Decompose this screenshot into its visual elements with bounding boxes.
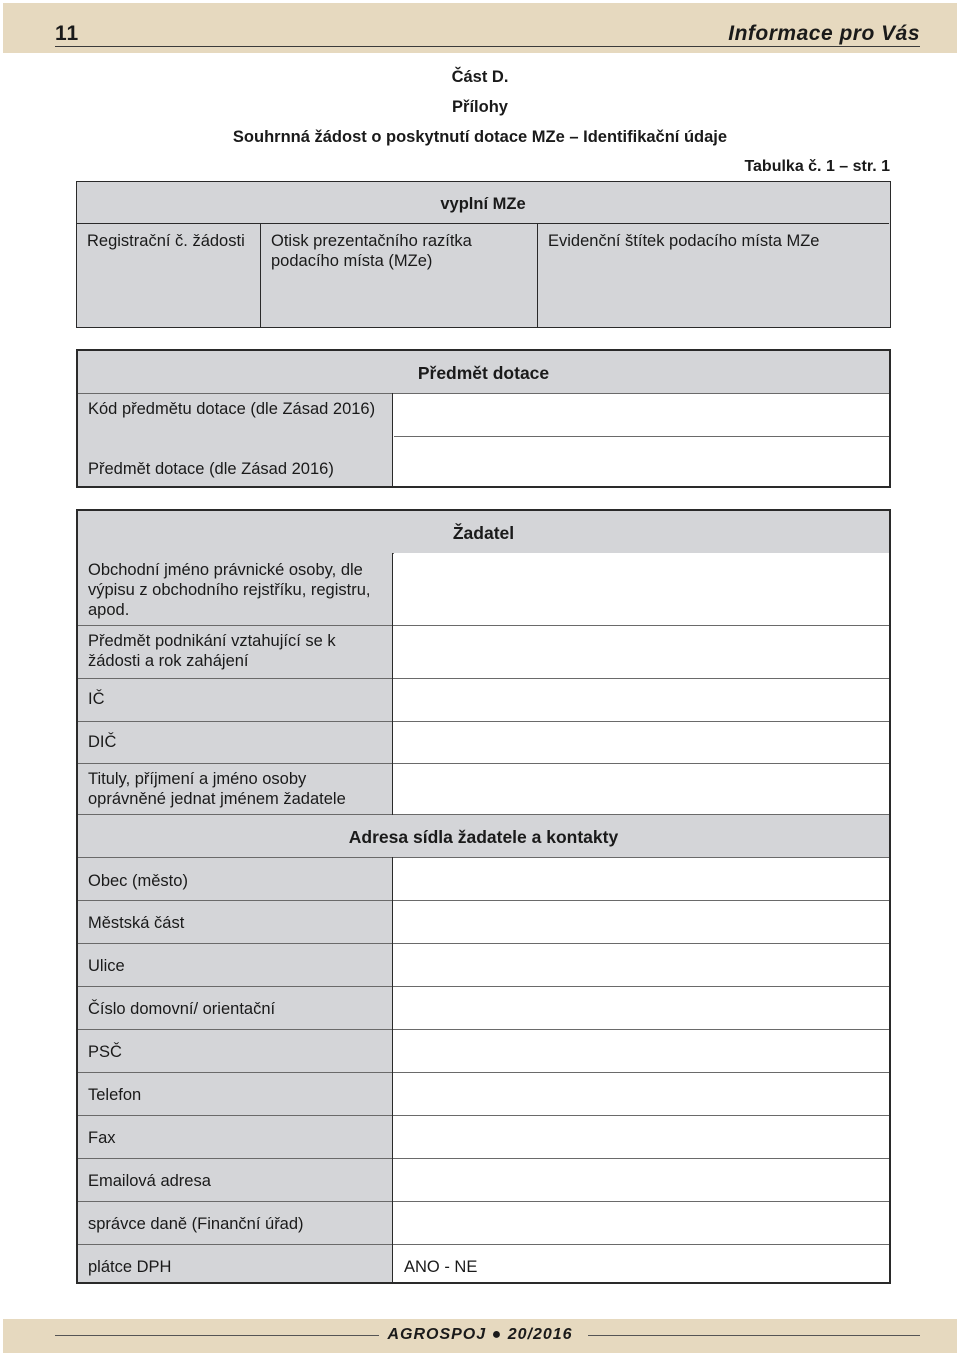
- address-row-value[interactable]: [394, 987, 889, 1029]
- applicant-header: Žadatel: [78, 511, 889, 553]
- address-row-label: plátce DPH: [78, 1245, 392, 1282]
- subject-value[interactable]: [394, 437, 889, 486]
- subject-code-label: Kód předmětu dotace (dle Zásad 2016): [78, 393, 392, 439]
- address-row-label: Emailová adresa: [78, 1159, 392, 1201]
- ic-label: IČ: [78, 679, 392, 721]
- company-name-label: Obchodní jméno právnické osoby, dle výpisu z obchodního rejstříku, registru, apod.: [78, 553, 392, 625]
- address-row-value[interactable]: [394, 1159, 889, 1201]
- part-title: Část D.: [451, 68, 509, 86]
- label-field[interactable]: Evidenční štítek podacího místa MZe: [548, 232, 820, 250]
- subject-code-value[interactable]: [394, 393, 889, 436]
- address-row-value[interactable]: [394, 1116, 889, 1158]
- address-row-label: správce daně (Finanční úřad): [78, 1202, 392, 1244]
- address-row-value[interactable]: [394, 1073, 889, 1115]
- page-number: 11: [55, 22, 80, 45]
- address-row-label: Obec (město): [78, 858, 392, 900]
- business-subject-label: Předmět podnikání vztahující se k žádosti a rok zahájení: [78, 626, 392, 678]
- attachments-title: Přílohy: [452, 98, 508, 116]
- address-row-value[interactable]: ANO - NE: [394, 1245, 889, 1282]
- registration-number-field[interactable]: Registrační č. žádosti: [87, 232, 245, 250]
- address-row-label: Fax: [78, 1116, 392, 1158]
- address-row-label: Ulice: [78, 944, 392, 986]
- stamp-field[interactable]: Otisk prezentačního razítka podacího místa (MZe): [271, 232, 472, 270]
- subject-table: [76, 349, 891, 488]
- office-use-table: [76, 181, 891, 328]
- address-row-value[interactable]: [394, 901, 889, 943]
- applicant-table: [76, 509, 891, 1284]
- publication-info: AGROSPOJ ● 20/2016: [379, 1326, 580, 1343]
- authorized-person-value[interactable]: [394, 764, 889, 814]
- address-row-value[interactable]: [394, 1202, 889, 1244]
- authorized-person-label: Tituly, příjmení a jméno osoby oprávněné jednat jménem žadatele: [78, 764, 392, 814]
- subject-header: Předmět dotace: [78, 351, 889, 393]
- address-row-label: Číslo domovní/ orientační: [78, 987, 392, 1029]
- form-title: Souhrnná žádost o poskytnutí dotace MZe – Identifikační údaje: [232, 128, 728, 146]
- header-rule: [55, 46, 920, 47]
- address-row-value[interactable]: [394, 1030, 889, 1072]
- address-row-value[interactable]: [394, 944, 889, 986]
- office-use-header: vyplní MZe: [440, 195, 526, 213]
- business-subject-value[interactable]: [394, 626, 889, 678]
- dic-value[interactable]: [394, 722, 889, 763]
- address-row-label: PSČ: [78, 1030, 392, 1072]
- dic-label: DIČ: [78, 722, 392, 763]
- ic-value[interactable]: [394, 679, 889, 721]
- address-row-label: Městská část: [78, 901, 392, 943]
- address-header: Adresa sídla žadatele a kontakty: [78, 815, 889, 857]
- address-row-value[interactable]: [394, 858, 889, 900]
- table-reference: Tabulka č. 1 – str. 1: [744, 158, 890, 175]
- section-title: Informace pro Vás: [728, 22, 920, 45]
- address-row-label: Telefon: [78, 1073, 392, 1115]
- subject-label: Předmět dotace (dle Zásad 2016): [78, 439, 392, 486]
- company-name-value[interactable]: [394, 553, 889, 625]
